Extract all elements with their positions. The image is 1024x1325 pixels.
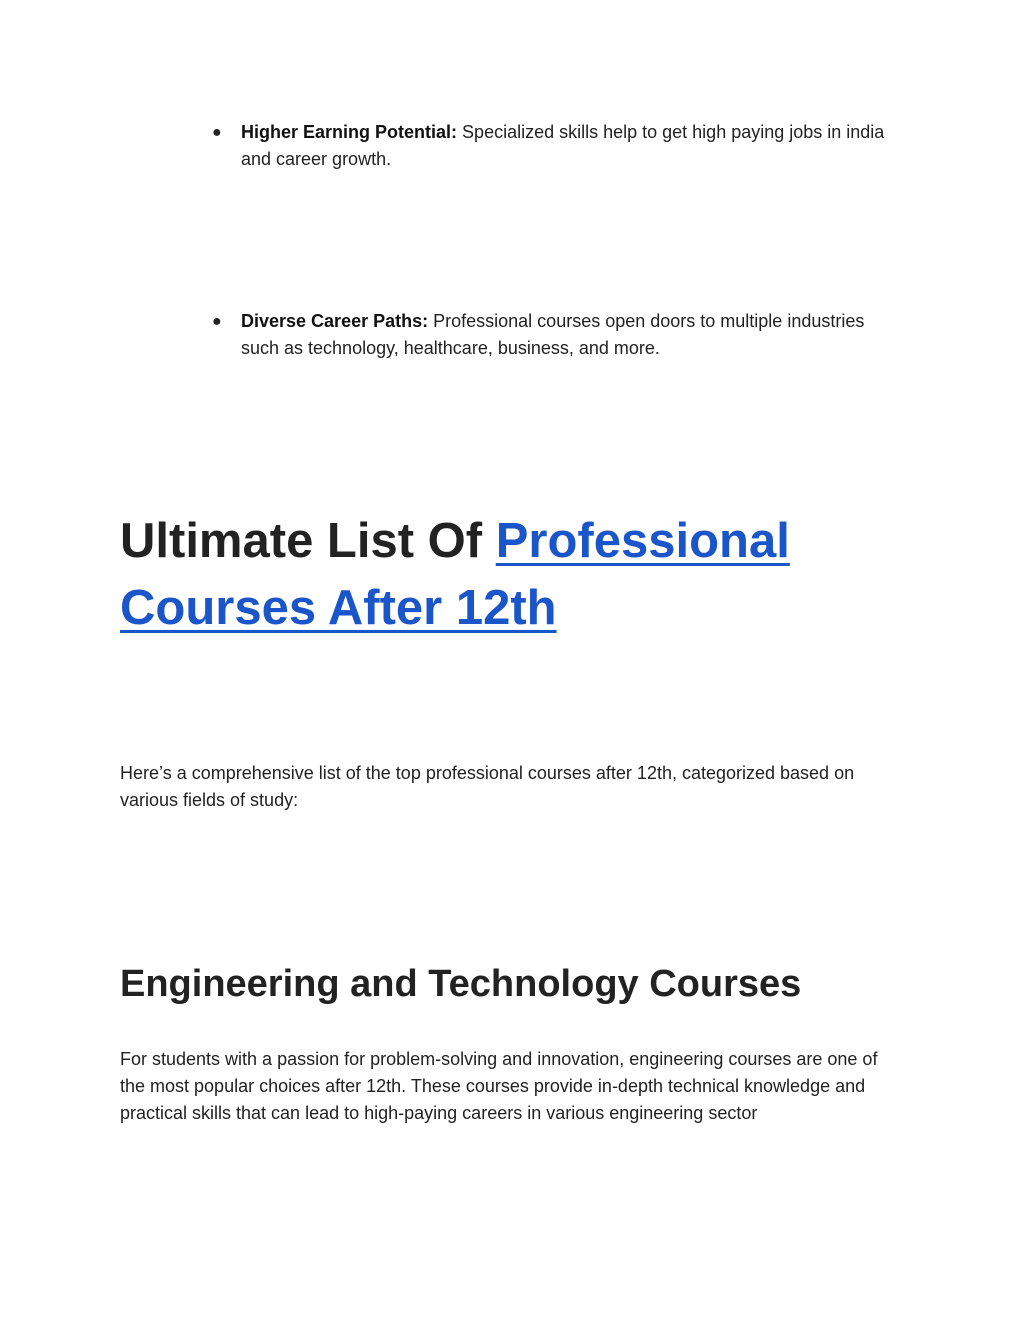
- bullet-item-earning-potential: [212, 119, 892, 173]
- bullet-description: Specialized skills help to get high paying jobs in india and career growth.: [241, 122, 885, 169]
- bullet-dot-icon: ●: [212, 313, 222, 330]
- section-paragraph: For students with a passion for problem-solving and innovation, engineering courses are one of the most popular choices after 12th. These courses provide in-depth technical knowledge and practical skills that can lead to high-paying careers in various engineering sector: [120, 1049, 878, 1123]
- bullet-item-career-paths: [212, 308, 892, 362]
- main-heading: [120, 508, 900, 642]
- professional-courses-link[interactable]: Professional Courses After 12th: [120, 514, 790, 635]
- main-heading-plain: Ultimate List Of: [120, 514, 496, 568]
- bullet-dot-icon: ●: [212, 124, 222, 141]
- bullet-description: Professional courses open doors to multiple industries such as technology, healthcare, business, and more.: [241, 311, 865, 358]
- intro-paragraph: Here’s a comprehensive list of the top professional courses after 12th, categorized based on various fields of study:: [120, 763, 855, 810]
- bullet-text: [241, 119, 892, 173]
- bullet-title: Higher Earning Potential:: [241, 122, 458, 142]
- bullet-title: Diverse Career Paths:: [241, 311, 429, 331]
- bullet-text: [241, 308, 892, 362]
- section-heading: Engineering and Technology Courses: [120, 963, 802, 1005]
